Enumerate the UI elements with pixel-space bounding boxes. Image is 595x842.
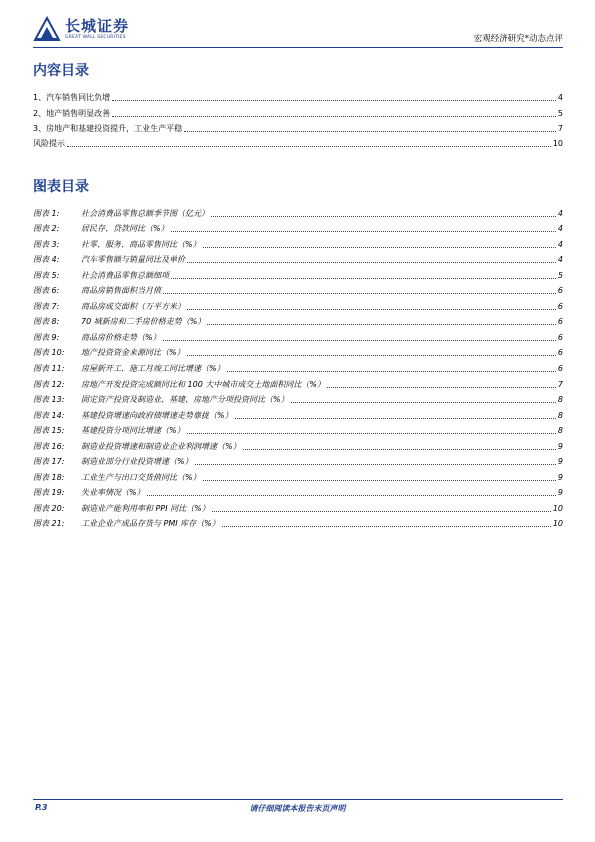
figure-entry[interactable] — [33, 234, 563, 250]
figure-title: 制造业部分行业投资增速（%） — [81, 457, 193, 467]
figure-entry-page: 6 — [557, 286, 563, 296]
figure-entry-text — [33, 457, 193, 467]
figure-label: 图表 14: — [33, 410, 65, 420]
figure-entry-text — [33, 302, 185, 312]
figure-entry-page: 9 — [557, 457, 563, 467]
figure-entry-text — [33, 442, 241, 452]
toc-entry-title: 风险提示 — [33, 139, 65, 149]
figure-entry-page: 6 — [557, 332, 563, 342]
toc-entry-title: 3、房地产和基建投资提升，工业生产平稳 — [33, 123, 183, 133]
toc-leader-dots — [112, 100, 556, 101]
figure-entry-page: 6 — [557, 317, 563, 327]
figure-title: 70 城新房和二手房价格走势（%） — [81, 317, 206, 327]
figure-entry[interactable] — [33, 312, 563, 328]
figure-entry-text — [33, 519, 220, 529]
toc-leader-dots — [112, 116, 556, 117]
page-header — [33, 14, 563, 48]
contents-list — [33, 88, 563, 149]
toc-leader-dots — [203, 480, 556, 481]
figure-entry-page: 9 — [557, 472, 563, 482]
figure-entry-page: 6 — [557, 364, 563, 374]
figure-label: 图表 13: — [33, 395, 65, 405]
figure-label: 图表 4: — [33, 255, 60, 265]
figure-entry-text — [33, 395, 289, 405]
figure-label: 图表 9: — [33, 332, 60, 342]
figure-title: 基建投资增速向政府债增速走势靠拢（%） — [81, 410, 233, 420]
figure-entry-page: 4 — [557, 239, 563, 249]
figure-entry-text — [33, 473, 201, 483]
figure-entry-text — [33, 488, 145, 498]
toc-leader-dots — [171, 231, 556, 232]
toc-leader-dots — [163, 340, 556, 341]
toc-leader-dots — [291, 402, 556, 403]
figure-entry[interactable] — [33, 203, 563, 219]
figure-title: 基建投资分项同比增速（%） — [81, 426, 185, 436]
figure-title: 居民存、贷款同比（%） — [81, 224, 169, 234]
figure-title: 房屋新开工、施工月竣工同比增速（%） — [81, 364, 225, 374]
figures-list — [33, 203, 563, 529]
footer-divider — [33, 799, 563, 800]
figure-entry-page: 10 — [552, 519, 563, 529]
logo-chinese-name: 长城证券 — [65, 16, 130, 35]
figure-entry-page: 9 — [557, 441, 563, 451]
figure-label: 图表 6: — [33, 286, 60, 296]
figure-title: 制造业投资增速和制造业企业利润增速（%） — [81, 441, 241, 451]
toc-entry-page: 5 — [557, 108, 563, 118]
figure-entry[interactable] — [33, 498, 563, 514]
toc-leader-dots — [222, 526, 551, 527]
great-wall-logo-icon — [33, 16, 61, 42]
figure-entry[interactable] — [33, 436, 563, 452]
toc-entry-page: 10 — [552, 139, 563, 149]
toc-entry[interactable] — [33, 119, 563, 134]
figure-entry-text — [33, 348, 185, 358]
figure-entry[interactable] — [33, 483, 563, 499]
figure-title: 制造业产能利用率和 PPI 同比（%） — [81, 503, 210, 513]
figure-label: 图表 20: — [33, 503, 65, 513]
header-divider — [33, 47, 563, 48]
figure-title: 社会消费品零售总额季节图（亿元） — [81, 208, 209, 218]
figure-entry-text — [33, 240, 201, 250]
figure-label: 图表 12: — [33, 379, 65, 389]
figure-entry-text — [33, 224, 169, 234]
toc-leader-dots — [203, 247, 556, 248]
figure-label: 图表 5: — [33, 270, 60, 280]
toc-entry-title: 2、地产销售明显改善 — [33, 108, 111, 118]
figure-entry-page: 4 — [557, 208, 563, 218]
figure-entry-text — [33, 286, 161, 296]
figure-label: 图表 1: — [33, 208, 60, 218]
figure-entry[interactable] — [33, 358, 563, 374]
figure-title: 工业生产与出口交货值同比（%） — [81, 472, 201, 482]
toc-leader-dots — [243, 449, 556, 450]
toc-leader-dots — [227, 371, 556, 372]
figure-entry[interactable] — [33, 265, 563, 281]
figure-entry[interactable] — [33, 219, 563, 235]
toc-leader-dots — [327, 387, 556, 388]
figure-entry-page: 7 — [557, 379, 563, 389]
report-type: 宏观经济研究*动态点评 — [473, 34, 563, 44]
toc-leader-dots — [171, 278, 556, 279]
figure-entry-page: 4 — [557, 255, 563, 265]
toc-entry-page: 4 — [557, 93, 563, 103]
figure-entry-text — [33, 255, 185, 265]
toc-leader-dots — [163, 293, 556, 294]
figure-title: 固定资产投资及制造业、基建、房地产分项投资同比（%） — [81, 395, 289, 405]
toc-leader-dots — [67, 146, 551, 147]
figure-title: 地产投资资金来源同比（%） — [81, 348, 185, 358]
figure-label: 图表 8: — [33, 317, 60, 327]
toc-leader-dots — [211, 216, 556, 217]
figure-entry-page: 9 — [557, 488, 563, 498]
toc-leader-dots — [207, 324, 556, 325]
figure-title: 商品房价格走势（%） — [81, 332, 161, 342]
figure-title: 商品房销售面积当月值 — [81, 286, 161, 296]
figure-title: 房地产开发投资完成额同比和 100 大中城市成交土地面积同比（%） — [81, 379, 325, 389]
page-number: P.3 — [35, 803, 48, 812]
figures-title: 图表目录 — [33, 179, 89, 195]
toc-entry-title: 1、汽车销售同比负增 — [33, 93, 111, 103]
figure-entry-text — [33, 411, 233, 421]
toc-entry[interactable] — [33, 88, 563, 103]
figure-entry-page: 5 — [557, 270, 563, 280]
figure-entry-text — [33, 380, 325, 390]
figure-entry-page: 6 — [557, 348, 563, 358]
toc-leader-dots — [187, 262, 556, 263]
figure-label: 图表 19: — [33, 488, 65, 498]
figure-label: 图表 3: — [33, 239, 60, 249]
figure-entry[interactable] — [33, 421, 563, 437]
figure-entry-text — [33, 426, 185, 436]
figure-entry-page: 8 — [557, 395, 563, 405]
figure-entry[interactable] — [33, 452, 563, 468]
toc-leader-dots — [195, 464, 556, 465]
figure-entry-page: 8 — [557, 410, 563, 420]
toc-entry-page: 7 — [557, 123, 563, 133]
figure-label: 图表 2: — [33, 224, 60, 234]
figure-label: 图表 18: — [33, 472, 65, 482]
figure-entry[interactable] — [33, 327, 563, 343]
figure-label: 图表 16: — [33, 441, 65, 451]
figure-label: 图表 7: — [33, 301, 60, 311]
figure-entry-page: 4 — [557, 224, 563, 234]
figure-entry[interactable] — [33, 514, 563, 530]
figure-entry-text — [33, 271, 169, 281]
figure-entry[interactable] — [33, 250, 563, 266]
figure-entry-text — [33, 504, 210, 514]
figure-entry-text — [33, 317, 205, 327]
figure-entry[interactable] — [33, 281, 563, 297]
figure-title: 社零、服务、商品零售同比（%） — [81, 239, 201, 249]
figure-entry[interactable] — [33, 343, 563, 359]
logo-english-name: GREAT WALL SECURITIES — [65, 34, 126, 40]
contents-title: 内容目录 — [33, 63, 89, 79]
figure-entry-page: 8 — [557, 426, 563, 436]
figure-entry-text — [33, 333, 161, 343]
figure-entry-page: 10 — [552, 503, 563, 513]
figure-title: 失业率情况（%） — [81, 488, 145, 498]
toc-leader-dots — [187, 309, 556, 310]
toc-leader-dots — [187, 433, 556, 434]
figure-title: 工业企业产成品存货与 PMI 库存（%） — [81, 519, 220, 529]
figure-label: 图表 15: — [33, 426, 65, 436]
toc-leader-dots — [184, 131, 556, 132]
figure-entry[interactable] — [33, 467, 563, 483]
figure-entry[interactable] — [33, 296, 563, 312]
toc-entry[interactable] — [33, 134, 563, 149]
figure-entry[interactable] — [33, 390, 563, 406]
figure-label: 图表 21: — [33, 519, 65, 529]
figure-label: 图表 10: — [33, 348, 65, 358]
figure-entry[interactable] — [33, 374, 563, 390]
figure-entry-page: 6 — [557, 301, 563, 311]
toc-leader-dots — [235, 418, 556, 419]
figure-entry[interactable] — [33, 405, 563, 421]
figure-entry-text — [33, 364, 225, 374]
disclaimer-note: 请仔细阅读本报告末页声明 — [249, 804, 346, 813]
toc-leader-dots — [187, 355, 556, 356]
figure-entry-text — [33, 209, 209, 219]
figure-label: 图表 11: — [33, 364, 65, 374]
figure-title: 商品房成交面积（万平方米） — [81, 301, 185, 311]
company-logo — [33, 14, 129, 44]
toc-entry[interactable] — [33, 103, 563, 118]
toc-leader-dots — [147, 495, 556, 496]
toc-leader-dots — [212, 511, 551, 512]
figure-label: 图表 17: — [33, 457, 65, 467]
figure-title: 社会消费品零售总额细项 — [81, 270, 169, 280]
figure-title: 汽车零售额与销量同比及单价 — [81, 255, 185, 265]
